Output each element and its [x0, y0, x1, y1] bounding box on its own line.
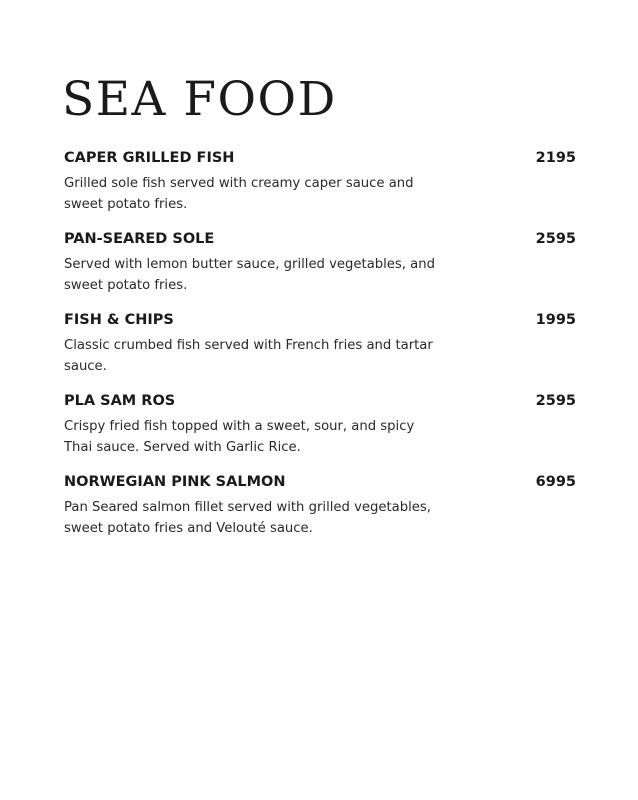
- menu-item-fish-and-chips: [64, 310, 576, 391]
- menu-item-description: Crispy fried fish topped with a sweet, sour, and spicy Thai sauce. Served with Garlic Rice.: [64, 419, 415, 455]
- menu-item-name: PLA SAM ROS: [64, 393, 176, 409]
- menu-item-description: Pan Seared salmon fillet served with grilled vegetables, sweet potato fries and Velouté sauce.: [64, 500, 431, 536]
- menu-item-norwegian-pink-salmon: [64, 472, 576, 553]
- menu-item-pan-seared-sole: [64, 229, 576, 310]
- menu-item-name: FISH & CHIPS: [64, 312, 174, 328]
- menu-item-name: NORWEGIAN PINK SALMON: [64, 474, 286, 490]
- menu-item-price: 2595: [535, 231, 576, 247]
- menu-item-caper-grilled-fish: [64, 148, 576, 229]
- menu-item-price: 2195: [535, 150, 576, 166]
- menu-item-list: [64, 148, 576, 553]
- menu-section-title: SEA FOOD: [62, 72, 337, 127]
- menu-item-price: 1995: [535, 312, 576, 328]
- menu-item-description: Grilled sole fish served with creamy caper sauce and sweet potato fries.: [64, 176, 414, 212]
- menu-item-description: Served with lemon butter sauce, grilled vegetables, and sweet potato fries.: [64, 257, 435, 293]
- menu-item-pla-sam-ros: [64, 391, 576, 472]
- menu-item-name: CAPER GRILLED FISH: [64, 150, 235, 166]
- menu-item-price: 6995: [535, 474, 576, 490]
- menu-item-description: Classic crumbed fish served with French fries and tartar sauce.: [64, 338, 433, 374]
- menu-item-price: 2595: [535, 393, 576, 409]
- menu-item-name: PAN-SEARED SOLE: [64, 231, 215, 247]
